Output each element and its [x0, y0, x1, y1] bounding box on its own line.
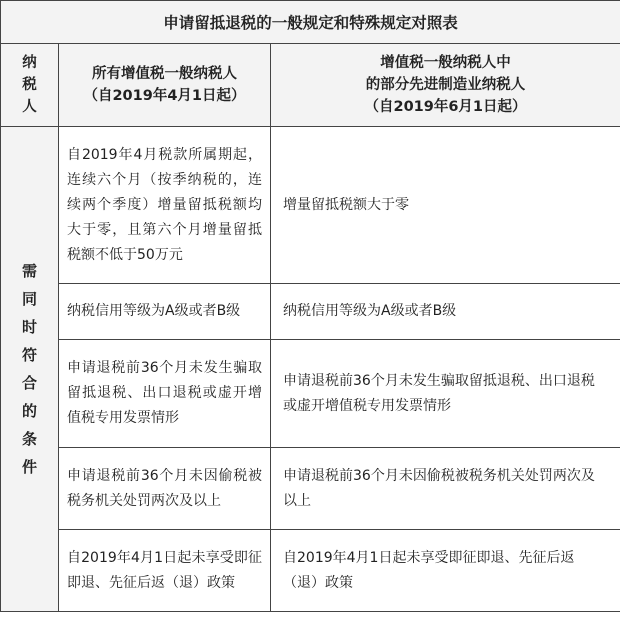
- header-special: 增值税一般纳税人中 的部分先进制造业纳税人 （自2019年6月1日起）: [271, 44, 620, 127]
- special-condition-3: 申请退税前36个月未发生骗取留抵退税、出口退税或虚开增值税专用发票情形: [271, 340, 620, 448]
- header-taxpayer: 纳 税 人: [1, 44, 59, 127]
- table-title: 申请留抵退税的一般规定和特殊规定对照表: [1, 1, 620, 44]
- header-general: 所有增值税一般纳税人 （自2019年4月1日起）: [59, 44, 271, 127]
- general-condition-3: 申请退税前36个月未发生骗取留抵退税、出口退税或虚开增值税专用发票情形: [59, 340, 271, 448]
- general-condition-5: 自2019年4月1日起未享受即征即退、先征后返（退）政策: [59, 530, 271, 612]
- special-condition-5: 自2019年4月1日起未享受即征即退、先征后返（退）政策: [271, 530, 620, 612]
- general-condition-1: 自2019年4月税款所属期起，连续六个月（按季纳税的，连续两个季度）增量留抵税额均大于零，且第六个月增量留抵税额不低于50万元: [59, 127, 271, 284]
- general-condition-4: 申请退税前36个月未因偷税被税务机关处罚两次及以上: [59, 448, 271, 530]
- special-condition-1: 增量留抵税额大于零: [271, 127, 620, 284]
- general-condition-2: 纳税信用等级为A级或者B级: [59, 284, 271, 340]
- special-condition-2: 纳税信用等级为A级或者B级: [271, 284, 620, 340]
- special-condition-4: 申请退税前36个月未因偷税被税务机关处罚两次及以上: [271, 448, 620, 530]
- conditions-label: 需 同 时 符 合 的 条 件: [1, 127, 59, 612]
